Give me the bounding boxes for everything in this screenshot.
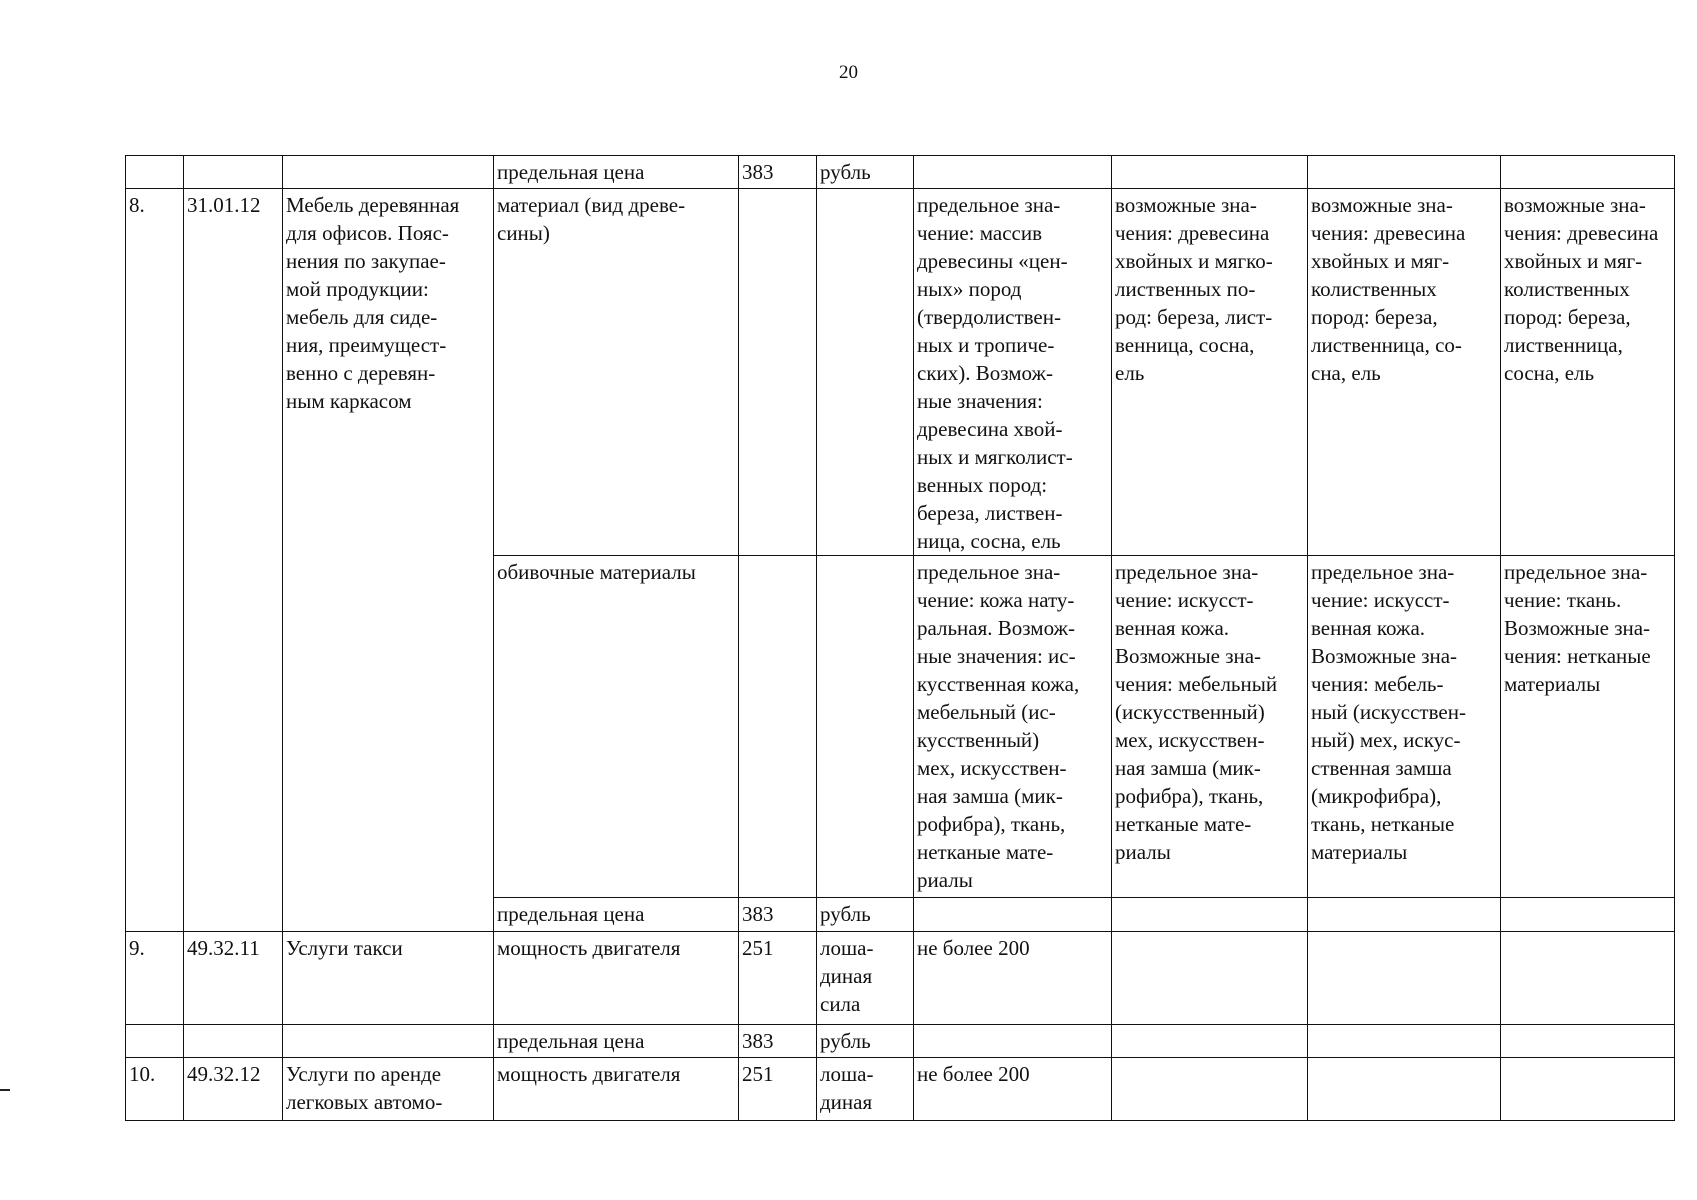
cell-value-3 bbox=[1308, 1025, 1501, 1058]
cell-characteristic: обивочные материалы bbox=[494, 556, 739, 898]
cell-characteristic: мощность двигателя bbox=[494, 932, 739, 1025]
cell-okei-code: 383 bbox=[739, 898, 817, 932]
cell-value-4 bbox=[1501, 1025, 1675, 1058]
cell-unit: лоша- диная bbox=[817, 1058, 914, 1121]
table-row bbox=[126, 156, 1675, 189]
cell-number bbox=[126, 1025, 184, 1058]
scan-edge-mark bbox=[0, 1089, 10, 1091]
cell-value-3: возможные зна- чения: древесина хвойных и мяг- колиственных пород: береза, лиственница, со- сна, ель bbox=[1308, 189, 1501, 556]
table-row bbox=[126, 189, 1675, 556]
cell-characteristic: предельная цена bbox=[494, 1025, 739, 1058]
cell-unit: лоша- диная сила bbox=[817, 932, 914, 1025]
cell-characteristic: материал (вид древе- сины) bbox=[494, 189, 739, 556]
cell-name bbox=[283, 156, 494, 189]
cell-value-1 bbox=[914, 1025, 1112, 1058]
cell-code bbox=[184, 1025, 283, 1058]
cell-value-1: предельное зна- чение: кожа нату- ральная. Возмож- ные значения: ис- кусственная кожа, мебельный (ис- кусственный) мех, искусствен- ная замша (мик- рофибра), ткань, нетканые мате- риалы bbox=[914, 556, 1112, 898]
cell-name: Услуги такси bbox=[283, 932, 494, 1025]
cell-value-3 bbox=[1308, 156, 1501, 189]
cell-value-1: предельное зна- чение: массив древесины «цен- ных» пород (твердолиствен- ных и тропиче- ских). Возмож- ные значения: древесина хвой- ных и мягколист- венных пород: береза, листвен- ница, сосна, ель bbox=[914, 189, 1112, 556]
cell-value-2: возможные зна- чения: древесина хвойных и мягко- лиственных по- род: береза, лист- венница, сосна, ель bbox=[1112, 189, 1308, 556]
table-row bbox=[126, 932, 1675, 1025]
cell-name: Мебель деревянная для офисов. Пояс- нения по закупае- мой продукции: мебель для сиде- ния, преимущест- венно с деревян- ным каркасом bbox=[283, 189, 494, 932]
cell-code: 49.32.12 bbox=[184, 1058, 283, 1121]
cell-code bbox=[184, 156, 283, 189]
cell-okei-code: 383 bbox=[739, 156, 817, 189]
cell-value-3: предельное зна- чение: искусст- венная кожа. Возможные зна- чения: мебель- ный (искусствен- ный) мех, искус- ственная замша (микрофибра), ткань, нетканые материалы bbox=[1308, 556, 1501, 898]
cell-okei-code: 251 bbox=[739, 1058, 817, 1121]
cell-unit bbox=[817, 556, 914, 898]
cell-unit: рубль bbox=[817, 898, 914, 932]
cell-value-3 bbox=[1308, 1058, 1501, 1121]
cell-okei-code bbox=[739, 189, 817, 556]
cell-value-2: предельное зна- чение: искусст- венная кожа. Возможные зна- чения: мебельный (искусственный) мех, искусствен- ная замша (мик- рофибра), ткань, нетканые мате- риалы bbox=[1112, 556, 1308, 898]
cell-value-2 bbox=[1112, 1025, 1308, 1058]
cell-value-2 bbox=[1112, 156, 1308, 189]
cell-number bbox=[126, 156, 184, 189]
cell-number: 9. bbox=[126, 932, 184, 1025]
cell-value-2 bbox=[1112, 1058, 1308, 1121]
cell-value-4 bbox=[1501, 156, 1675, 189]
cell-value-4: предельное зна- чение: ткань. Возможные зна- чения: нетканые материалы bbox=[1501, 556, 1675, 898]
cell-value-1: не более 200 bbox=[914, 932, 1112, 1025]
cell-value-2 bbox=[1112, 898, 1308, 932]
cell-code: 31.01.12 bbox=[184, 189, 283, 932]
requirements-table bbox=[125, 155, 1675, 1121]
cell-value-3 bbox=[1308, 898, 1501, 932]
cell-value-4 bbox=[1501, 932, 1675, 1025]
cell-number: 8. bbox=[126, 189, 184, 932]
cell-unit: рубль bbox=[817, 1025, 914, 1058]
cell-value-4 bbox=[1501, 898, 1675, 932]
cell-value-1 bbox=[914, 156, 1112, 189]
cell-unit bbox=[817, 189, 914, 556]
cell-value-4: возможные зна- чения: древесина хвойных и мяг- колиственных пород: береза, лиственница, сосна, ель bbox=[1501, 189, 1675, 556]
cell-name: Услуги по аренде легковых автомо- bbox=[283, 1058, 494, 1121]
cell-value-4 bbox=[1501, 1058, 1675, 1121]
table-row bbox=[126, 1025, 1675, 1058]
cell-code: 49.32.11 bbox=[184, 932, 283, 1025]
cell-unit: рубль bbox=[817, 156, 914, 189]
cell-characteristic: мощность двигателя bbox=[494, 1058, 739, 1121]
cell-value-2 bbox=[1112, 932, 1308, 1025]
table-row bbox=[126, 1058, 1675, 1121]
cell-value-1: не более 200 bbox=[914, 1058, 1112, 1121]
cell-name bbox=[283, 1025, 494, 1058]
cell-value-1 bbox=[914, 898, 1112, 932]
cell-okei-code bbox=[739, 556, 817, 898]
cell-characteristic: предельная цена bbox=[494, 898, 739, 932]
cell-okei-code: 251 bbox=[739, 932, 817, 1025]
cell-okei-code: 383 bbox=[739, 1025, 817, 1058]
cell-characteristic: предельная цена bbox=[494, 156, 739, 189]
page-number: 20 bbox=[839, 62, 858, 83]
cell-value-3 bbox=[1308, 932, 1501, 1025]
cell-number: 10. bbox=[126, 1058, 184, 1121]
